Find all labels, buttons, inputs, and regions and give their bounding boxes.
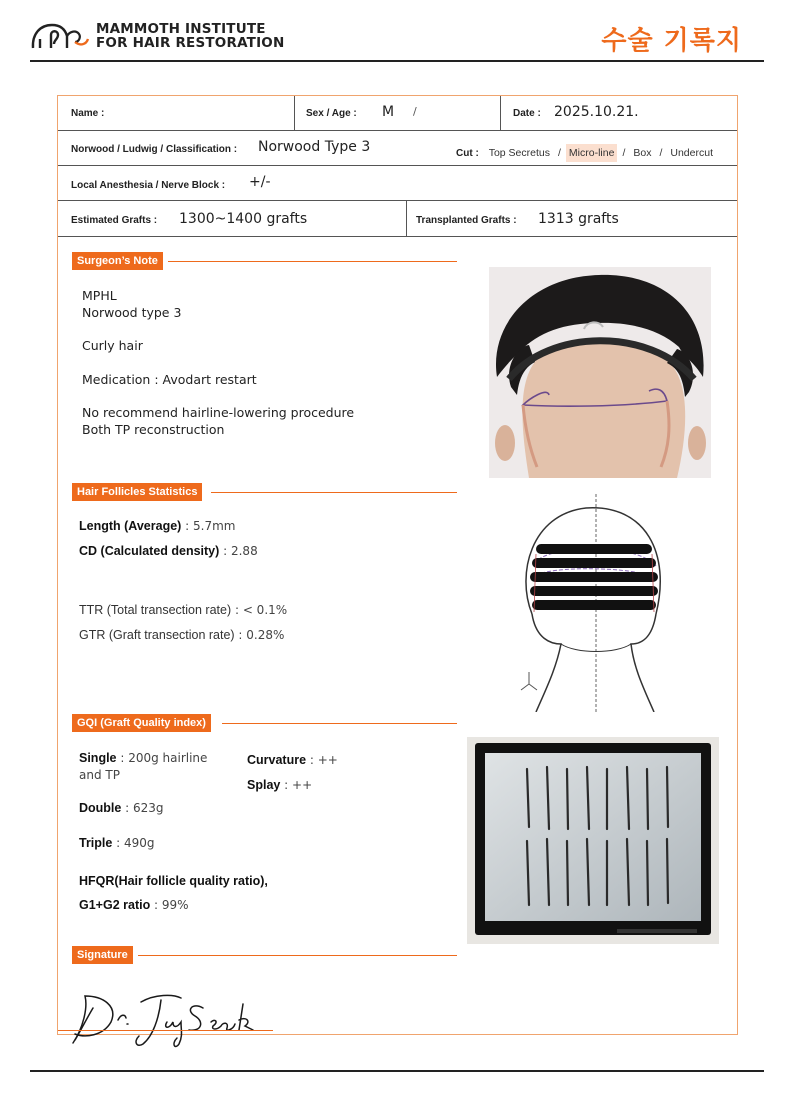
stat-gtr [79, 628, 284, 642]
gqi-single [79, 751, 207, 765]
gqi-title: GQI (Graft Quality index) [72, 714, 211, 732]
signature-header [72, 946, 457, 964]
follicle-stats-title: Hair Follicles Statistics [72, 483, 202, 501]
note-line-3: Medication : Avodart restart [82, 372, 257, 387]
surgery-record-form [57, 95, 738, 1035]
age-separator: / [413, 105, 417, 118]
handwritten-signature [63, 988, 278, 1050]
microscope-monitor-photo [467, 737, 719, 944]
gqi-hfqr-label: HFQR(Hair follicle quality ratio), [79, 874, 268, 888]
gqi-ratio-label: G1+G2 ratio [79, 898, 151, 912]
row-patient-info [58, 96, 737, 131]
section-rule [168, 261, 457, 262]
stat-length [79, 519, 235, 533]
row-grafts [58, 201, 737, 237]
gqi-splay-label: Splay [247, 778, 281, 792]
anesthesia-label: Local Anesthesia / Nerve Block : [71, 180, 226, 191]
cut-option-undercut[interactable]: Undercut [670, 147, 713, 159]
cut-options [456, 144, 716, 162]
gqi-splay-value: : ++ [280, 778, 313, 792]
page-header [30, 18, 764, 62]
stat-gtr-label: GTR (Graft transection rate) [79, 628, 235, 642]
document-title: 수술 기록지 [601, 26, 742, 56]
estimated-grafts-label: Estimated Grafts : [71, 215, 158, 226]
note-line-4: No recommend hairline-lowering procedure Both TP reconstruction [82, 405, 355, 437]
cut-option-top-secretus[interactable]: Top Secretus [488, 147, 550, 159]
surgeons-note-header [72, 252, 457, 270]
stat-gtr-value: : 0.28% [234, 628, 285, 642]
scalp-photo-illustration [489, 267, 711, 478]
separator: / [659, 147, 663, 159]
separator: / [622, 147, 626, 159]
classification-label: Norwood / Ludwig / Classification : [71, 144, 238, 155]
stat-ttr [79, 603, 287, 617]
date-field[interactable]: 2025.10.21. [554, 104, 639, 120]
gqi-double [79, 801, 164, 815]
gqi-triple [79, 836, 155, 850]
logo-line-1: MAMMOTH INSTITUTE [96, 21, 266, 37]
stat-cd-value: : 2.88 [219, 544, 258, 558]
gqi-triple-label: Triple [79, 836, 113, 850]
gqi-single-value-2: and TP [79, 768, 120, 782]
cut-label: Cut : [456, 148, 479, 159]
signature-line [58, 1030, 273, 1031]
date-label: Date : [513, 108, 541, 119]
date-cell [501, 96, 737, 130]
scalp-photo [489, 267, 711, 478]
section-rule [211, 492, 457, 493]
logo-line-2: FOR HAIR RESTORATION [96, 35, 285, 51]
classification-field[interactable]: Norwood Type 3 [258, 139, 371, 155]
sex-age-cell [295, 96, 500, 130]
section-rule [222, 723, 457, 724]
surgeons-note-title: Surgeon’s Note [72, 252, 163, 270]
sex-field[interactable]: M [382, 104, 395, 120]
separator: / [558, 147, 561, 159]
footer-rule [30, 1070, 764, 1072]
name-label: Name : [71, 108, 105, 119]
section-rule [138, 955, 457, 956]
stat-length-label: Length (Average) [79, 519, 182, 533]
signature-title: Signature [72, 946, 133, 964]
stat-cd-label: CD (Calculated density) [79, 544, 220, 558]
cut-option-box[interactable]: Box [633, 147, 652, 159]
gqi-hfqr [79, 874, 268, 888]
gqi-ratio-value: : 99% [150, 898, 189, 912]
stat-length-value: : 5.7mm [181, 519, 236, 533]
gqi-curvature-label: Curvature [247, 753, 307, 767]
gqi-ratio [79, 898, 189, 912]
note-line-1: MPHL Norwood type 3 [82, 288, 182, 320]
cut-option-micro-line[interactable]: Micro-line [566, 144, 618, 162]
gqi-curvature-value: : ++ [306, 753, 338, 767]
gqi-triple-value: : 490g [112, 836, 155, 850]
gqi-double-value: : 623g [121, 801, 164, 815]
gqi-splay [247, 778, 312, 792]
estimated-grafts-cell [58, 201, 406, 236]
logo-text [96, 22, 285, 50]
transplanted-grafts-label: Transplanted Grafts : [416, 215, 517, 226]
transplanted-grafts-cell [407, 201, 737, 236]
gqi-header [72, 714, 457, 732]
name-cell [58, 96, 294, 130]
note-line-2: Curly hair [82, 338, 143, 353]
row-anesthesia [58, 166, 737, 201]
stat-ttr-value: : < 0.1% [231, 603, 288, 617]
gqi-single-value: : 200g hairline [116, 751, 208, 765]
head-diagram [506, 494, 664, 712]
gqi-single-cont [79, 768, 120, 782]
anesthesia-field[interactable]: +/- [249, 174, 271, 190]
gqi-curvature [247, 753, 338, 767]
header-rule [30, 60, 764, 62]
sex-age-label: Sex / Age : [306, 108, 357, 119]
estimated-grafts-field[interactable]: 1300~1400 grafts [179, 211, 308, 227]
follicle-stats-header [72, 483, 457, 501]
transplanted-grafts-field[interactable]: 1313 grafts [538, 211, 619, 227]
stat-cd [79, 544, 258, 558]
gqi-single-label: Single [79, 751, 117, 765]
gqi-double-label: Double [79, 801, 122, 815]
stat-ttr-label: TTR (Total transection rate) [79, 603, 232, 617]
mammoth-logo-icon [30, 20, 92, 52]
row-classification [58, 131, 737, 166]
